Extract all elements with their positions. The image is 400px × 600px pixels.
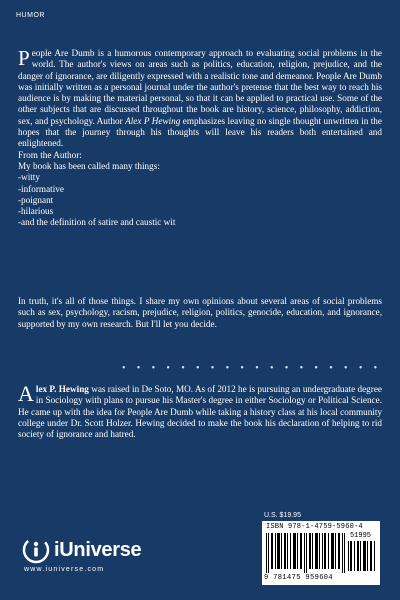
genre-label: HUMOR [16,12,45,19]
publisher-url: www.iuniverse.com [24,566,105,573]
isbn-label: ISBN 978-1-4759-5960-4 [266,523,363,531]
ean-number: 9 781475 959604 [264,574,334,582]
list-item: -and the definition of satire and caustic wit [18,217,176,228]
barcode-supplement-number: 51995 [350,532,372,540]
bio-dropcap: A [18,381,34,406]
bio-text: was raised in De Soto, MO. As of 2012 he is pursuing an undergraduate degree in Sociology with plans to pursue his Master's degree in either Sociology or Political Science. He came up with the idea for People Are Dumb while taking a history class at his local community college under Dr. Scott Holzer. Hewing decided to make the book his declaration of helping to rid society of ignorance and hatred. [18,384,382,440]
supplement-bars-icon [348,541,376,571]
description-dropcap: P [18,46,30,70]
from-author-heading: From the Author: [18,149,82,160]
barcode-bars-icon [266,533,346,573]
description-text: eople Are Dumb is a humorous contemporary approach to evaluating social problems in the world. The author's views on areas such as politics, education, religion, prejudice, and the danger of ignorance, are diligently expressed with a realistic tone and demeanor. People Are Dumb was initially written as a personal journal under the author's pretense that the best way to reach his audience is by making the material personal, so that it can be applied to practical use. Some of the other subjects that are discussed throughout the book are history, science, philosophy, addiction, sex, and psychology. Author [18,48,382,126]
author-name-italic: Alex P Hewing [125,115,181,126]
closing-block [18,296,382,330]
description-paragraph [18,48,382,150]
publisher-logo [22,536,141,564]
publisher-name: iUniverse [54,538,142,561]
bio-block [18,381,382,440]
description-block [18,48,382,229]
bio-author-name: lex P. Hewing [35,384,89,394]
iuniverse-swirl-icon [22,536,50,564]
price-label: U.S. $19.95 [264,512,301,519]
bio-paragraph [18,381,382,440]
description-text-end: emphasizes leaving no single thought unwritten in the hopes that the journey through his thoughts will leave his readers both entertained and enlightened. [18,115,382,149]
closing-paragraph: In truth, it's all of those things. I share my own opinions about several areas of social problems such as sex, psychology, racism, prejudice, religion, politics, genocide, education, and ignorance, supported by my own research. But I'll let you decide. [18,296,382,329]
called-line: My book has been called many things: [18,160,160,171]
list-item: -witty [18,172,40,183]
list-item: -hilarious [18,206,54,217]
isbn-barcode [262,521,380,585]
dotted-separator: • • • • • • • • • • • • • • • • • • [122,363,382,374]
list-item: -poignant [18,194,54,205]
list-item: -informative [18,183,64,194]
